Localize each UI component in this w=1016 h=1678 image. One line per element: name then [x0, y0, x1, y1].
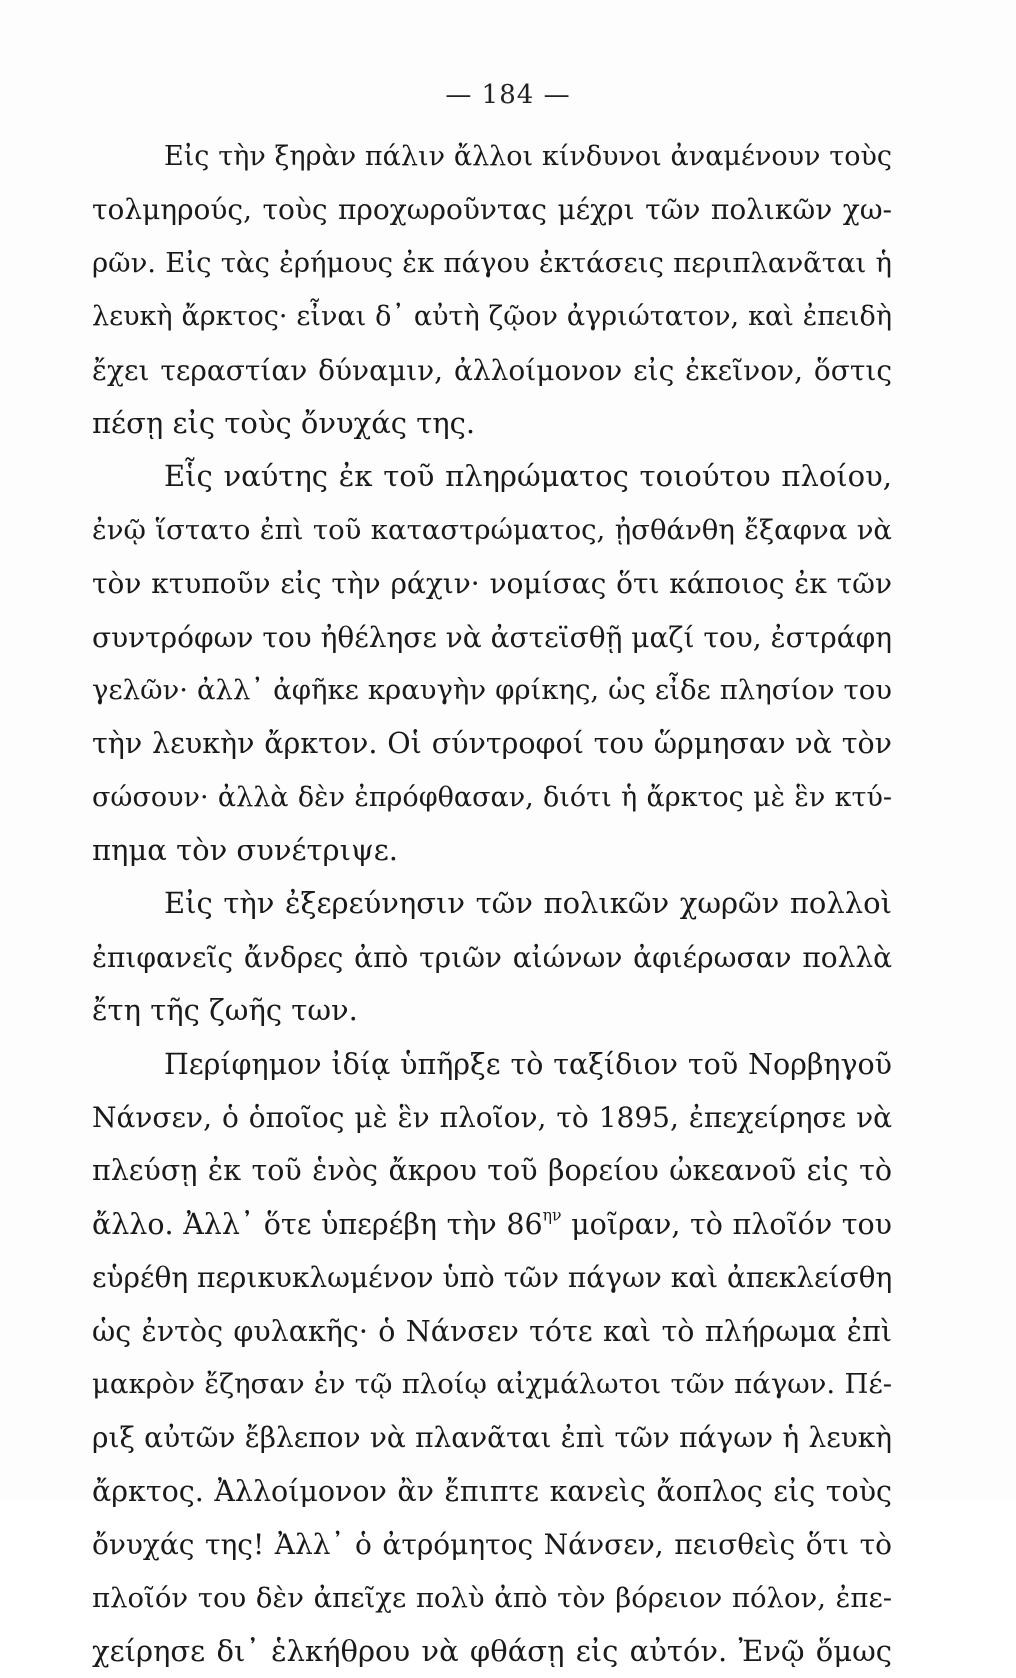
text-line: τολμηρούς, τοὺς προχωροῦντας μέχρι τῶν πολικῶν χω-	[92, 193, 892, 227]
text-line	[92, 1198, 892, 1251]
body-text	[92, 130, 892, 1678]
page-number: — 184 —	[445, 80, 571, 110]
text-line: ἔχει τεραστίαν δύναμιν, ἀλλοίμονον εἰς ἐκεῖνον, ὅστις	[92, 353, 892, 387]
text-line: Νάνσεν, ὁ ὁποῖος μὲ ἓν πλοῖον, τὸ 1895, ἐπεχείρησε νὰ	[92, 1101, 892, 1135]
text-line: ὄνυχάς της! Ἀλλ᾽ ὁ ἀτρόμητος Νάνσεν, πεισθεὶς ὅτι τὸ	[92, 1528, 892, 1562]
text-line: μακρὸν ἔζησαν ἐν τῷ πλοίῳ αἰχμάλωτοι τῶν πάγων. Πέ-	[92, 1367, 892, 1400]
ordinal-superscript: ην	[542, 1205, 562, 1225]
text-line: γελῶν· ἀλλ᾽ ἀφῆκε κραυγὴν φρίκης, ὡς εἶδε πλησίον του	[92, 673, 892, 706]
text-line: τὴν λευκὴν ἄρκτον. Οἱ σύντροφοί του ὥρμησαν νὰ τὸν	[92, 727, 892, 761]
text-line: λευκὴ ἄρκτος· εἶναι δ᾽ αὐτὴ ζῷον ἀγριώτατον, καὶ ἐπειδὴ	[92, 301, 892, 333]
text-line: ἄρκτος. Ἀλλοίμονον ἂν ἔπιπτε κανεὶς ἄοπλος εἰς τοὺς	[92, 1474, 892, 1508]
text-line: σώσουν· ἀλλὰ δὲν ἐπρόφθασαν, διότι ἡ ἄρκτος μὲ ἓν κτύ-	[92, 781, 892, 813]
text-line: τὸν κτυποῦν εἰς τὴν ράχιν· νομίσας ὅτι κάποιος ἐκ τῶν	[92, 567, 892, 601]
text-line: πλεύσῃ ἐκ τοῦ ἑνὸς ἄκρου τοῦ βορείου ὠκεανοῦ εἰς τὸ	[92, 1154, 892, 1188]
text-line-part: μοῖραν, τὸ πλοῖόν του	[561, 1207, 893, 1241]
text-line: ἐνῷ ἵστατο ἐπὶ τοῦ καταστρώματος, ᾐσθάνθη ἔξαφνα νὰ	[92, 513, 892, 546]
text-line-part: ἄλλο. Ἀλλ᾽ ὅτε ὑπερέβη τὴν 86	[92, 1207, 543, 1241]
text-line: ὡς ἐντὸς φυλακῆς· ὁ Νάνσεν τότε καὶ τὸ πλήρωμα ἐπὶ	[92, 1314, 892, 1348]
text-line: Εἷς ναύτης ἐκ τοῦ πληρώματος τοιούτου πλοίου,	[164, 459, 892, 494]
text-line: χείρησε δι᾽ ἑλκήθρου νὰ φθάσῃ εἰς αὐτόν. Ἐνῷ ὅμως	[92, 1633, 892, 1668]
text-line: Εἰς τὴν ξηρὰν πάλιν ἄλλοι κίνδυνοι ἀναμένουν τοὺς	[164, 141, 892, 172]
text-line: συντρόφων του ἠθέλησε νὰ ἀστεϊσθῇ μαζί του, ἐστράφη	[92, 620, 892, 654]
text-line: πημα τὸν συνέτριψε.	[92, 833, 398, 868]
text-line: ρῶν. Εἰς τὰς ἐρήμους ἐκ πάγου ἐκτάσεις περιπλανᾶται ἡ	[92, 246, 892, 279]
text-line: εὑρέθη περικυκλωμένον ὑπὸ τῶν πάγων καὶ ἀπεκλείσθη	[92, 1261, 893, 1295]
text-line: πλοῖόν του δὲν ἀπεῖχε πολὺ ἀπὸ τὸν βόρειον πόλον, ἐπε-	[92, 1581, 892, 1614]
text-line: ἔτη τῆς ζωῆς των.	[92, 993, 358, 1028]
text-line: Περίφημον ἰδίᾳ ὑπῆρξε τὸ ταξίδιον τοῦ Νορβηγοῦ	[164, 1047, 892, 1081]
text-line: Εἰς τὴν ἐξερεύνησιν τῶν πολικῶν χωρῶν πολλοὶ	[164, 886, 892, 921]
text-line: ἐπιφανεῖς ἄνδρες ἀπὸ τριῶν αἰώνων ἀφιέρωσαν πολλὰ	[92, 940, 892, 974]
text-line: ριξ αὐτῶν ἔβλεπον νὰ πλανᾶται ἐπὶ τῶν πάγων ἡ λευκὴ	[92, 1421, 892, 1455]
text-line: πέσῃ εἰς τοὺς ὄνυχάς της.	[92, 405, 476, 440]
